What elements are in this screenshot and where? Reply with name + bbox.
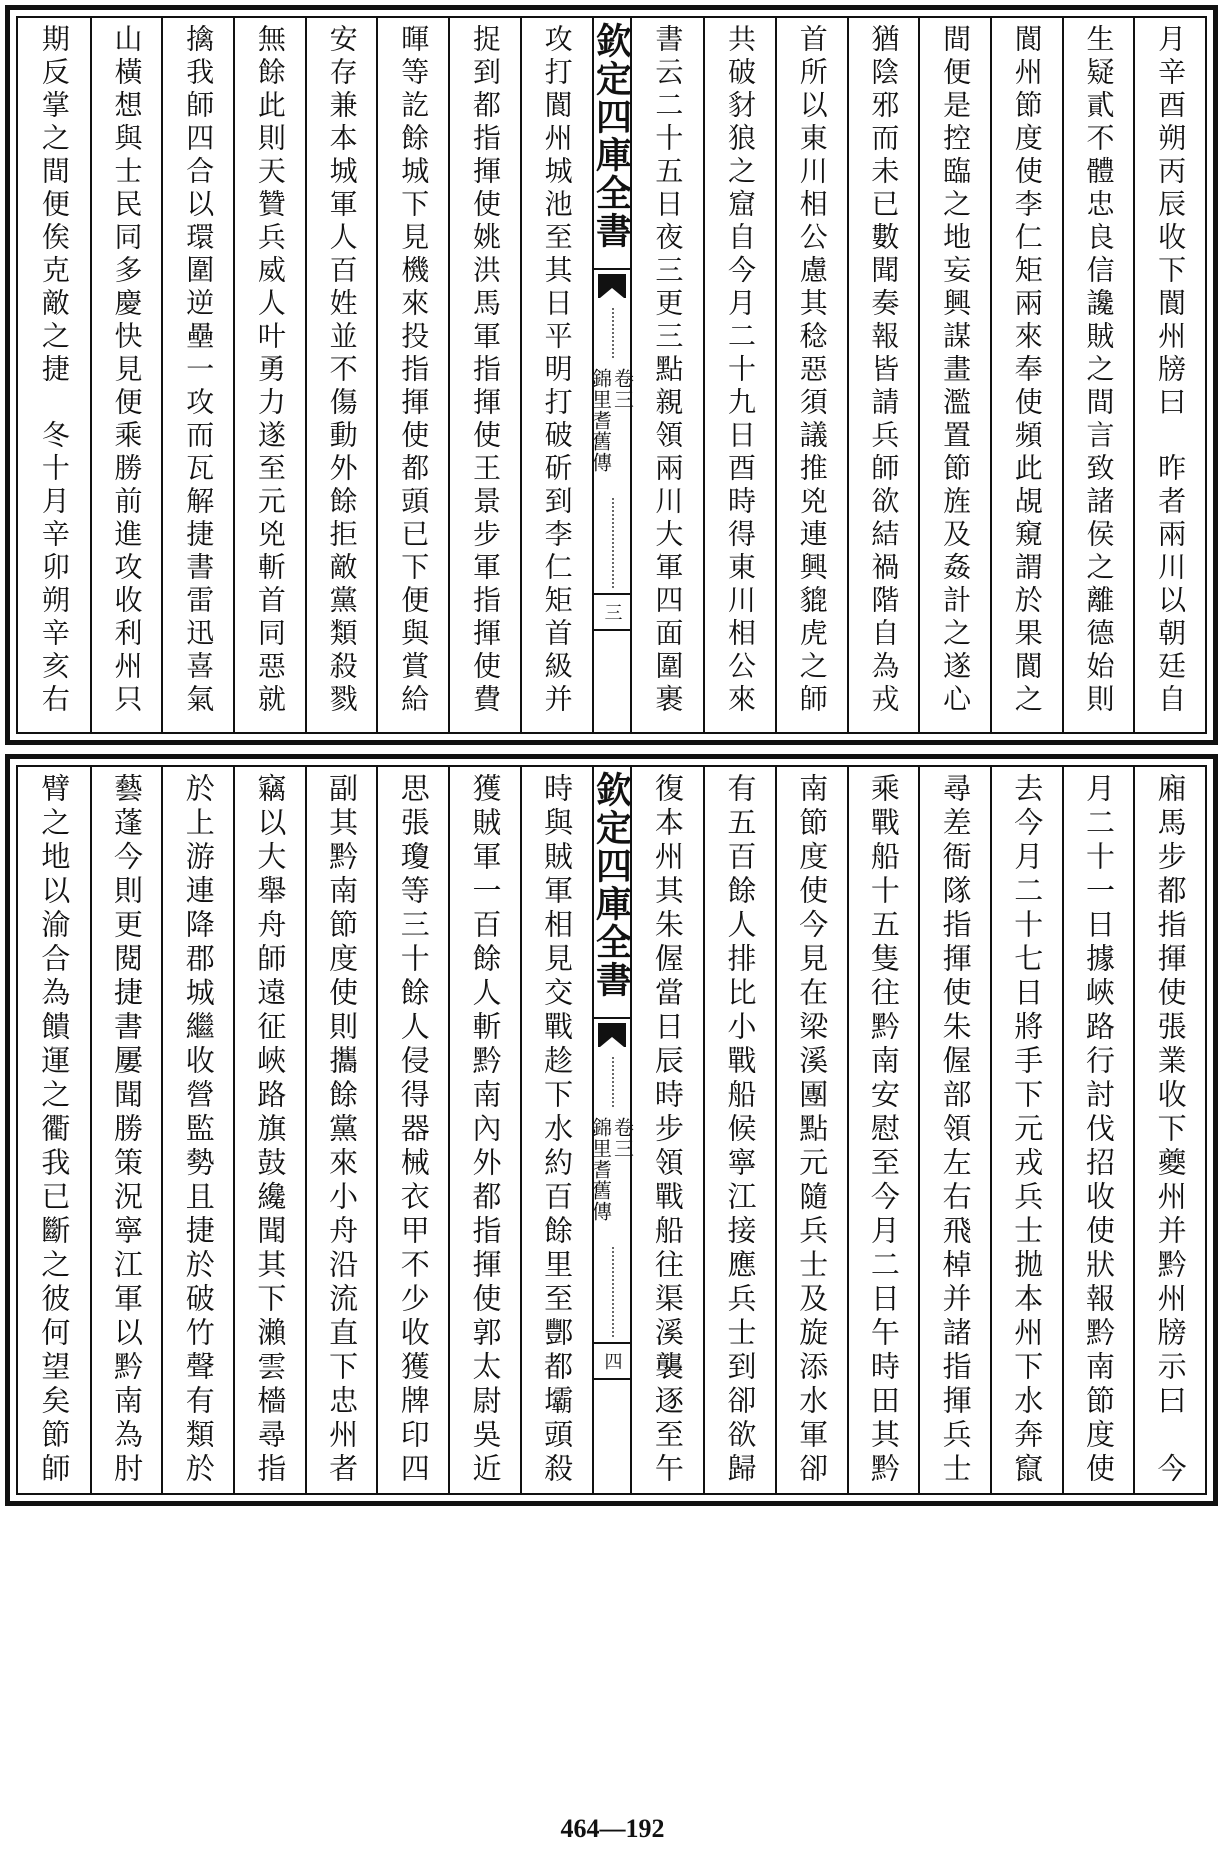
volume-number: 卷三 xyxy=(610,1117,635,1159)
text-column xyxy=(90,18,162,732)
column-text: 無餘此則天贊兵威人叶勇力遂至元兇斬首同惡就 xyxy=(253,24,287,717)
column-text: 時與賊軍相見交戰趁下水約百餘里至酆都壩頭殺 xyxy=(540,773,575,1487)
text-column xyxy=(376,18,448,732)
leaf-number xyxy=(594,1342,630,1380)
text-column xyxy=(918,18,990,732)
column-text: 廂馬步都指揮使張業收下夔州并黔州牓示曰 今 xyxy=(1153,773,1188,1487)
column-text: 暉等訖餘城下見機來投指揮使都頭已下便與賞給 xyxy=(397,24,431,717)
text-column xyxy=(305,767,377,1493)
column-text: 共破豺狼之窟自今月二十九日酉時得東川相公來 xyxy=(724,24,758,717)
text-column xyxy=(703,767,775,1493)
text-column xyxy=(520,767,592,1493)
text-column xyxy=(990,767,1062,1493)
column-text: 安存兼本城軍人百姓並不傷動外餘拒敵黨類殺戮 xyxy=(325,24,359,717)
volume-label xyxy=(588,368,635,473)
column-text: 副其黔南節度使則攜餘黨來小舟沿流直下忠州者 xyxy=(325,773,360,1487)
text-column xyxy=(233,18,305,732)
text-column xyxy=(775,767,847,1493)
column-text: 山橫想與士民同多慶快見便乘勝前進攻收利州只 xyxy=(110,24,144,717)
text-column xyxy=(847,767,919,1493)
column-text: 捉到都指揮使姚洪馬軍指揮使王景步軍指揮使費 xyxy=(468,24,502,717)
column-text: 閬州節度使李仁矩兩來奉使頻此覘窺謂於果閬之 xyxy=(1010,24,1044,717)
volume-title: 錦里耆舊傳 xyxy=(588,368,613,473)
leaf-number xyxy=(594,593,630,631)
volume-title: 錦里耆舊傳 xyxy=(588,1117,613,1222)
center-fold-column xyxy=(588,767,635,1493)
column-text: 首所以東川相公慮其稔惡須議推兇連興貔虎之師 xyxy=(795,24,829,717)
fishtail-mark xyxy=(598,274,626,298)
column-text: 南節度使今見在梁溪團點元隨兵士及旋添水軍卻 xyxy=(795,773,830,1487)
text-column xyxy=(305,18,377,732)
fold-dots-top xyxy=(612,1057,614,1107)
column-text: 思張瓊等三十餘人侵得器械衣甲不少收獲牌印四 xyxy=(396,773,431,1487)
page-footer-number: 464—192 xyxy=(560,1814,665,1843)
book-title xyxy=(590,22,633,270)
column-text: 月二十一日據峽路行討伐招收使狀報黔南節度使 xyxy=(1081,773,1116,1487)
text-column xyxy=(775,18,847,732)
text-column xyxy=(1062,18,1134,732)
book-title-text: 欽定四庫全書 xyxy=(590,22,633,250)
bottom-page-frame xyxy=(16,765,1207,1495)
column-text: 臂之地以渝合為饋運之衢我已斷之彼何望矣節師 xyxy=(37,773,72,1487)
column-text: 竊以大舉舟師遠征峽路旗鼓纔聞其下瀨雲檣尋指 xyxy=(253,773,288,1487)
volume-label xyxy=(588,1117,635,1222)
column-text: 生疑貳不體忠良信讒賊之間言致諸侯之離德始則 xyxy=(1082,24,1116,717)
book-title-text: 欽定四庫全書 xyxy=(590,771,633,999)
fold-dots-bottom xyxy=(612,1247,614,1337)
column-text: 藝蓬今則更閱捷書屢聞勝策況寧江軍以黔南為肘 xyxy=(110,773,145,1487)
column-text: 月辛酉朔丙辰收下閬州牓曰 昨者兩川以朝廷自 xyxy=(1154,24,1188,717)
text-column xyxy=(1062,767,1134,1493)
text-column xyxy=(448,18,520,732)
text-column xyxy=(233,767,305,1493)
column-text: 獲賊軍一百餘人斬黔南內外都指揮使郭太尉吳近 xyxy=(468,773,503,1487)
book-title xyxy=(590,771,633,1019)
text-column xyxy=(632,767,704,1493)
text-column xyxy=(1133,767,1205,1493)
text-column xyxy=(918,767,990,1493)
text-column xyxy=(376,767,448,1493)
column-text: 尋差衙隊指揮使朱偓部領左右飛棹并諸指揮兵士 xyxy=(938,773,973,1487)
text-column xyxy=(18,767,90,1493)
text-column xyxy=(90,767,162,1493)
text-column xyxy=(632,18,704,732)
column-text: 有五百餘人排比小戰船候寧江接應兵士到卻欲歸 xyxy=(723,773,758,1487)
fold-dots-top xyxy=(612,308,614,358)
leaf-number-text: 四 xyxy=(601,1352,623,1370)
text-column xyxy=(703,18,775,732)
text-column xyxy=(18,18,90,732)
text-column xyxy=(847,18,919,732)
fishtail-mark xyxy=(598,1023,626,1047)
column-text: 乘戰船十五隻往黔南安慰至今月二日午時田其黔 xyxy=(866,773,901,1487)
center-fold-column xyxy=(588,18,635,732)
column-text: 於上游連降郡城繼收營監勢且捷於破竹聲有類於 xyxy=(181,773,216,1487)
text-column xyxy=(1133,18,1205,732)
column-text: 猶陰邪而未已數聞奏報皆請兵師欲結禍階自為戎 xyxy=(867,24,901,717)
volume-number: 卷三 xyxy=(610,368,635,410)
leaf-number-text: 三 xyxy=(601,603,623,621)
fold-dots-bottom xyxy=(612,498,614,588)
text-column xyxy=(990,18,1062,732)
text-column xyxy=(448,767,520,1493)
column-text: 攻打閬州城池至其日平明打破斫到李仁矩首級并 xyxy=(540,24,574,717)
bottom-page xyxy=(5,754,1218,1506)
text-column xyxy=(520,18,592,732)
top-page-frame xyxy=(16,16,1207,734)
column-text: 書云二十五日夜三更三點親領兩川大軍四面圍裹 xyxy=(651,24,685,717)
text-column xyxy=(161,18,233,732)
column-text: 期反掌之間便俟克敵之捷 冬十月辛卯朔辛亥右 xyxy=(37,24,71,717)
text-column xyxy=(161,767,233,1493)
column-text: 去今月二十七日將手下元戎兵士拋本州下水奔竄 xyxy=(1010,773,1045,1487)
top-page xyxy=(5,5,1218,745)
column-text: 擒我師四合以環圍逆壘一攻而瓦解捷書雷迅喜氣 xyxy=(182,24,216,717)
column-text: 間便是控臨之地妄興謀畫濫置節旌及姦計之遂心 xyxy=(939,24,973,717)
column-text: 復本州其朱偓當日辰時步領戰船往渠溪襲逐至午 xyxy=(650,773,685,1487)
